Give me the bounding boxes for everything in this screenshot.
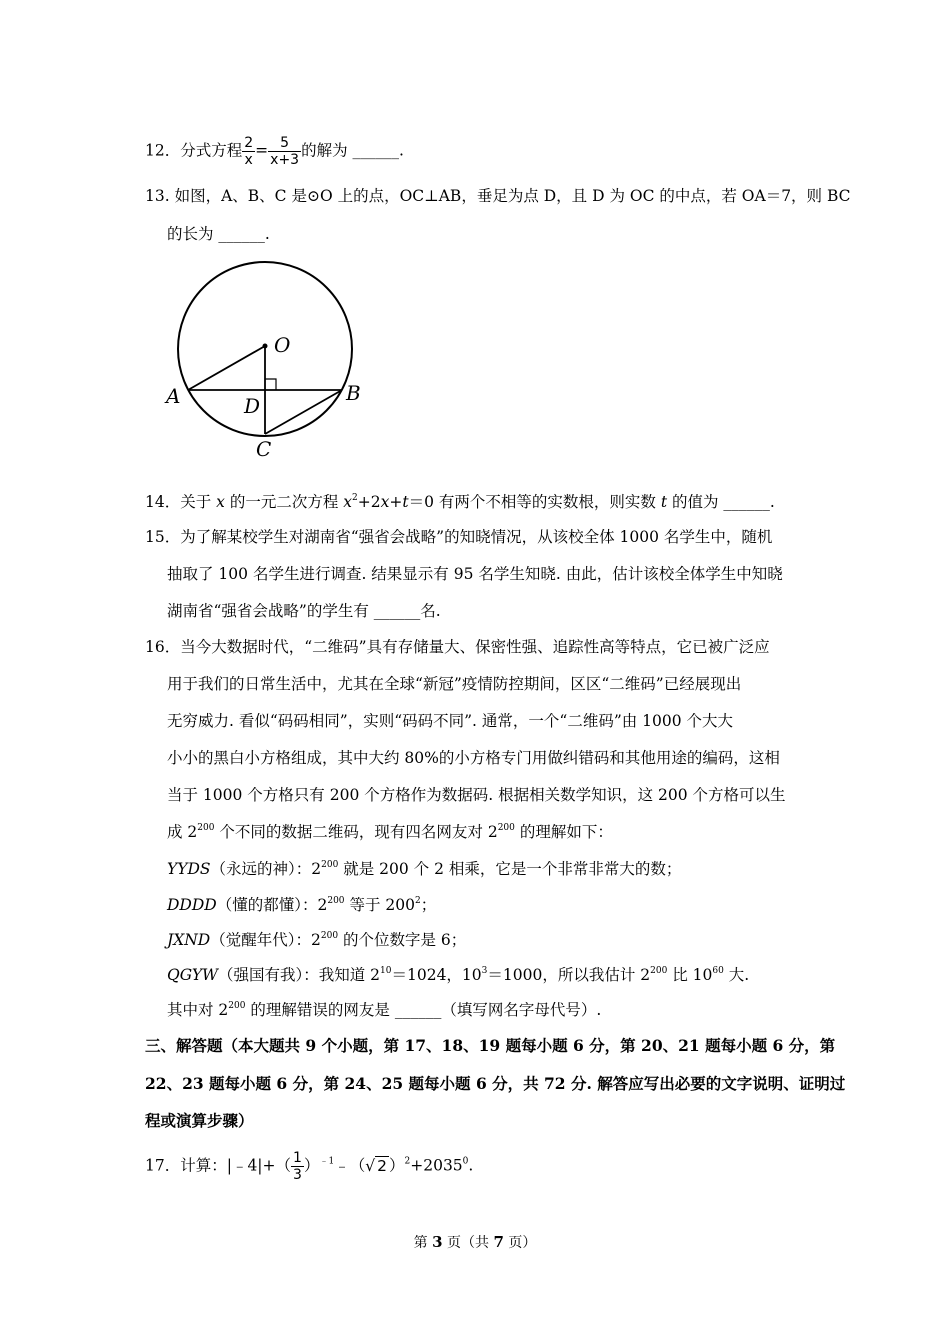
point-o (263, 344, 268, 349)
opinion-dddd: DDDD（懂的都懂）：$2^{200}$ 等于 $200^2$； (167, 896, 437, 914)
opinion-yyds: YYDS（永远的神）：$2^{200}$ 就是 200 个 2 相乘，它是一个非常非常大的数； (167, 860, 682, 878)
question-15-line1: 15．为了解某校学生对湖南省“强省会战略”的知晓情况，从该校全体 1000 名学生中，随机 (145, 528, 773, 546)
circle-geometry-figure (160, 248, 380, 472)
question-13-line1: 13. 如图，A、B、C 是⊙O 上的点，OC⊥AB，垂足为点 D，且 D 为 OC 的中点，若 OA＝7，则 BC (145, 187, 851, 205)
question-17: 17．计算：|﹣4|+（ $\frac{1}{3}$ ）$^{﹣1}$﹣（√ 2 ）$^2+2035^0$. (145, 1150, 474, 1183)
total-page-number: 7 (493, 1233, 504, 1251)
question-14: 14．关于 x 的一元二次方程 $x^2+2x+t=0$ 有两个不相等的实数根，则实数 t 的值为 ______. (145, 493, 775, 511)
question-16-line6: 成 $2^{200}$ 个不同的数据二维码，现有四名网友对 $2^{200}$ 的理解如下： (167, 823, 613, 841)
question-13-line2: 的长为 ______. (167, 225, 270, 243)
opinion-qgyw: QGYW（强国有我）：我知道 $2^{10}=1024$，$10^3=1000$，所以我估计 $2^{200}$ 比 $10^{60}$ 大. (167, 966, 750, 984)
question-16-line1: 16．当今大数据时代，“二维码”具有存储量大、保密性强、追踪性高等特点，它已被广泛应 (145, 638, 770, 656)
question-16-line4: 小小的黑白小方格组成，其中大约 80%的小方格专门用做纠错码和其他用途的编码，这相 (167, 749, 780, 767)
question-15-line2: 抽取了 100 名学生进行调查. 结果显示有 95 名学生知晓. 由此，估计该校全体学生中知晓 (167, 565, 783, 583)
section-3-heading-line1: 三、解答题（本大题共 9 个小题，第 17、18、19 题每小题 6 分，第 20、21 题每小题 6 分，第 (145, 1036, 836, 1055)
section-3-heading-line2: 22、23 题每小题 6 分，第 24、25 题每小题 6 分，共 72 分. 解答应写出必要的文字说明、证明过 (145, 1074, 846, 1093)
question-16-line2: 用于我们的日常生活中，尤其在全球“新冠”疫情防控期间，区区“二维码”已经展现出 (167, 675, 742, 693)
current-page-number: 3 (432, 1233, 443, 1251)
label-b: B (346, 381, 361, 405)
section-3-heading-line3: 程或演算步骤） (145, 1111, 254, 1130)
label-a: A (166, 384, 181, 408)
question-16-ask: 其中对 $2^{200}$ 的理解错误的网友是 ______（填写网名字母代号）. (167, 1001, 602, 1019)
fraction-5-over-x-plus-3: $\frac{5}{x+3}$ (270, 135, 300, 168)
right-angle-mark (265, 379, 276, 390)
fraction-2-over-x: $\frac{2}{x}$ (244, 135, 254, 168)
sqrt-2: √ 2 (365, 1156, 387, 1175)
question-12: 12．分式方程 $\frac{2}{x}$ = $\frac{5}{x+3}$ 的解为 ______. (145, 135, 404, 168)
opinion-jxnd: JXND（觉醒年代）：$2^{200}$ 的个位数字是 6； (167, 931, 467, 949)
label-c: C (256, 437, 272, 461)
label-d: D (244, 394, 261, 418)
question-16-line5: 当于 1000 个方格只有 200 个方格作为数据码. 根据相关数学知识，这 200 个方格可以生 (167, 786, 786, 804)
label-o: O (274, 333, 291, 357)
segment-oa (188, 346, 265, 390)
page-footer: 第 3 页（共 7 页） (413, 1233, 537, 1251)
question-16-line3: 无穷威力. 看似“码码相同”，实则“码码不同”. 通常，一个“二维码”由 1000 个大大 (167, 712, 734, 730)
fraction-1-over-3: $\frac{1}{3}$ (293, 1150, 302, 1183)
question-15-line3: 湖南省“强省会战略”的学生有 ______名. (167, 602, 441, 620)
